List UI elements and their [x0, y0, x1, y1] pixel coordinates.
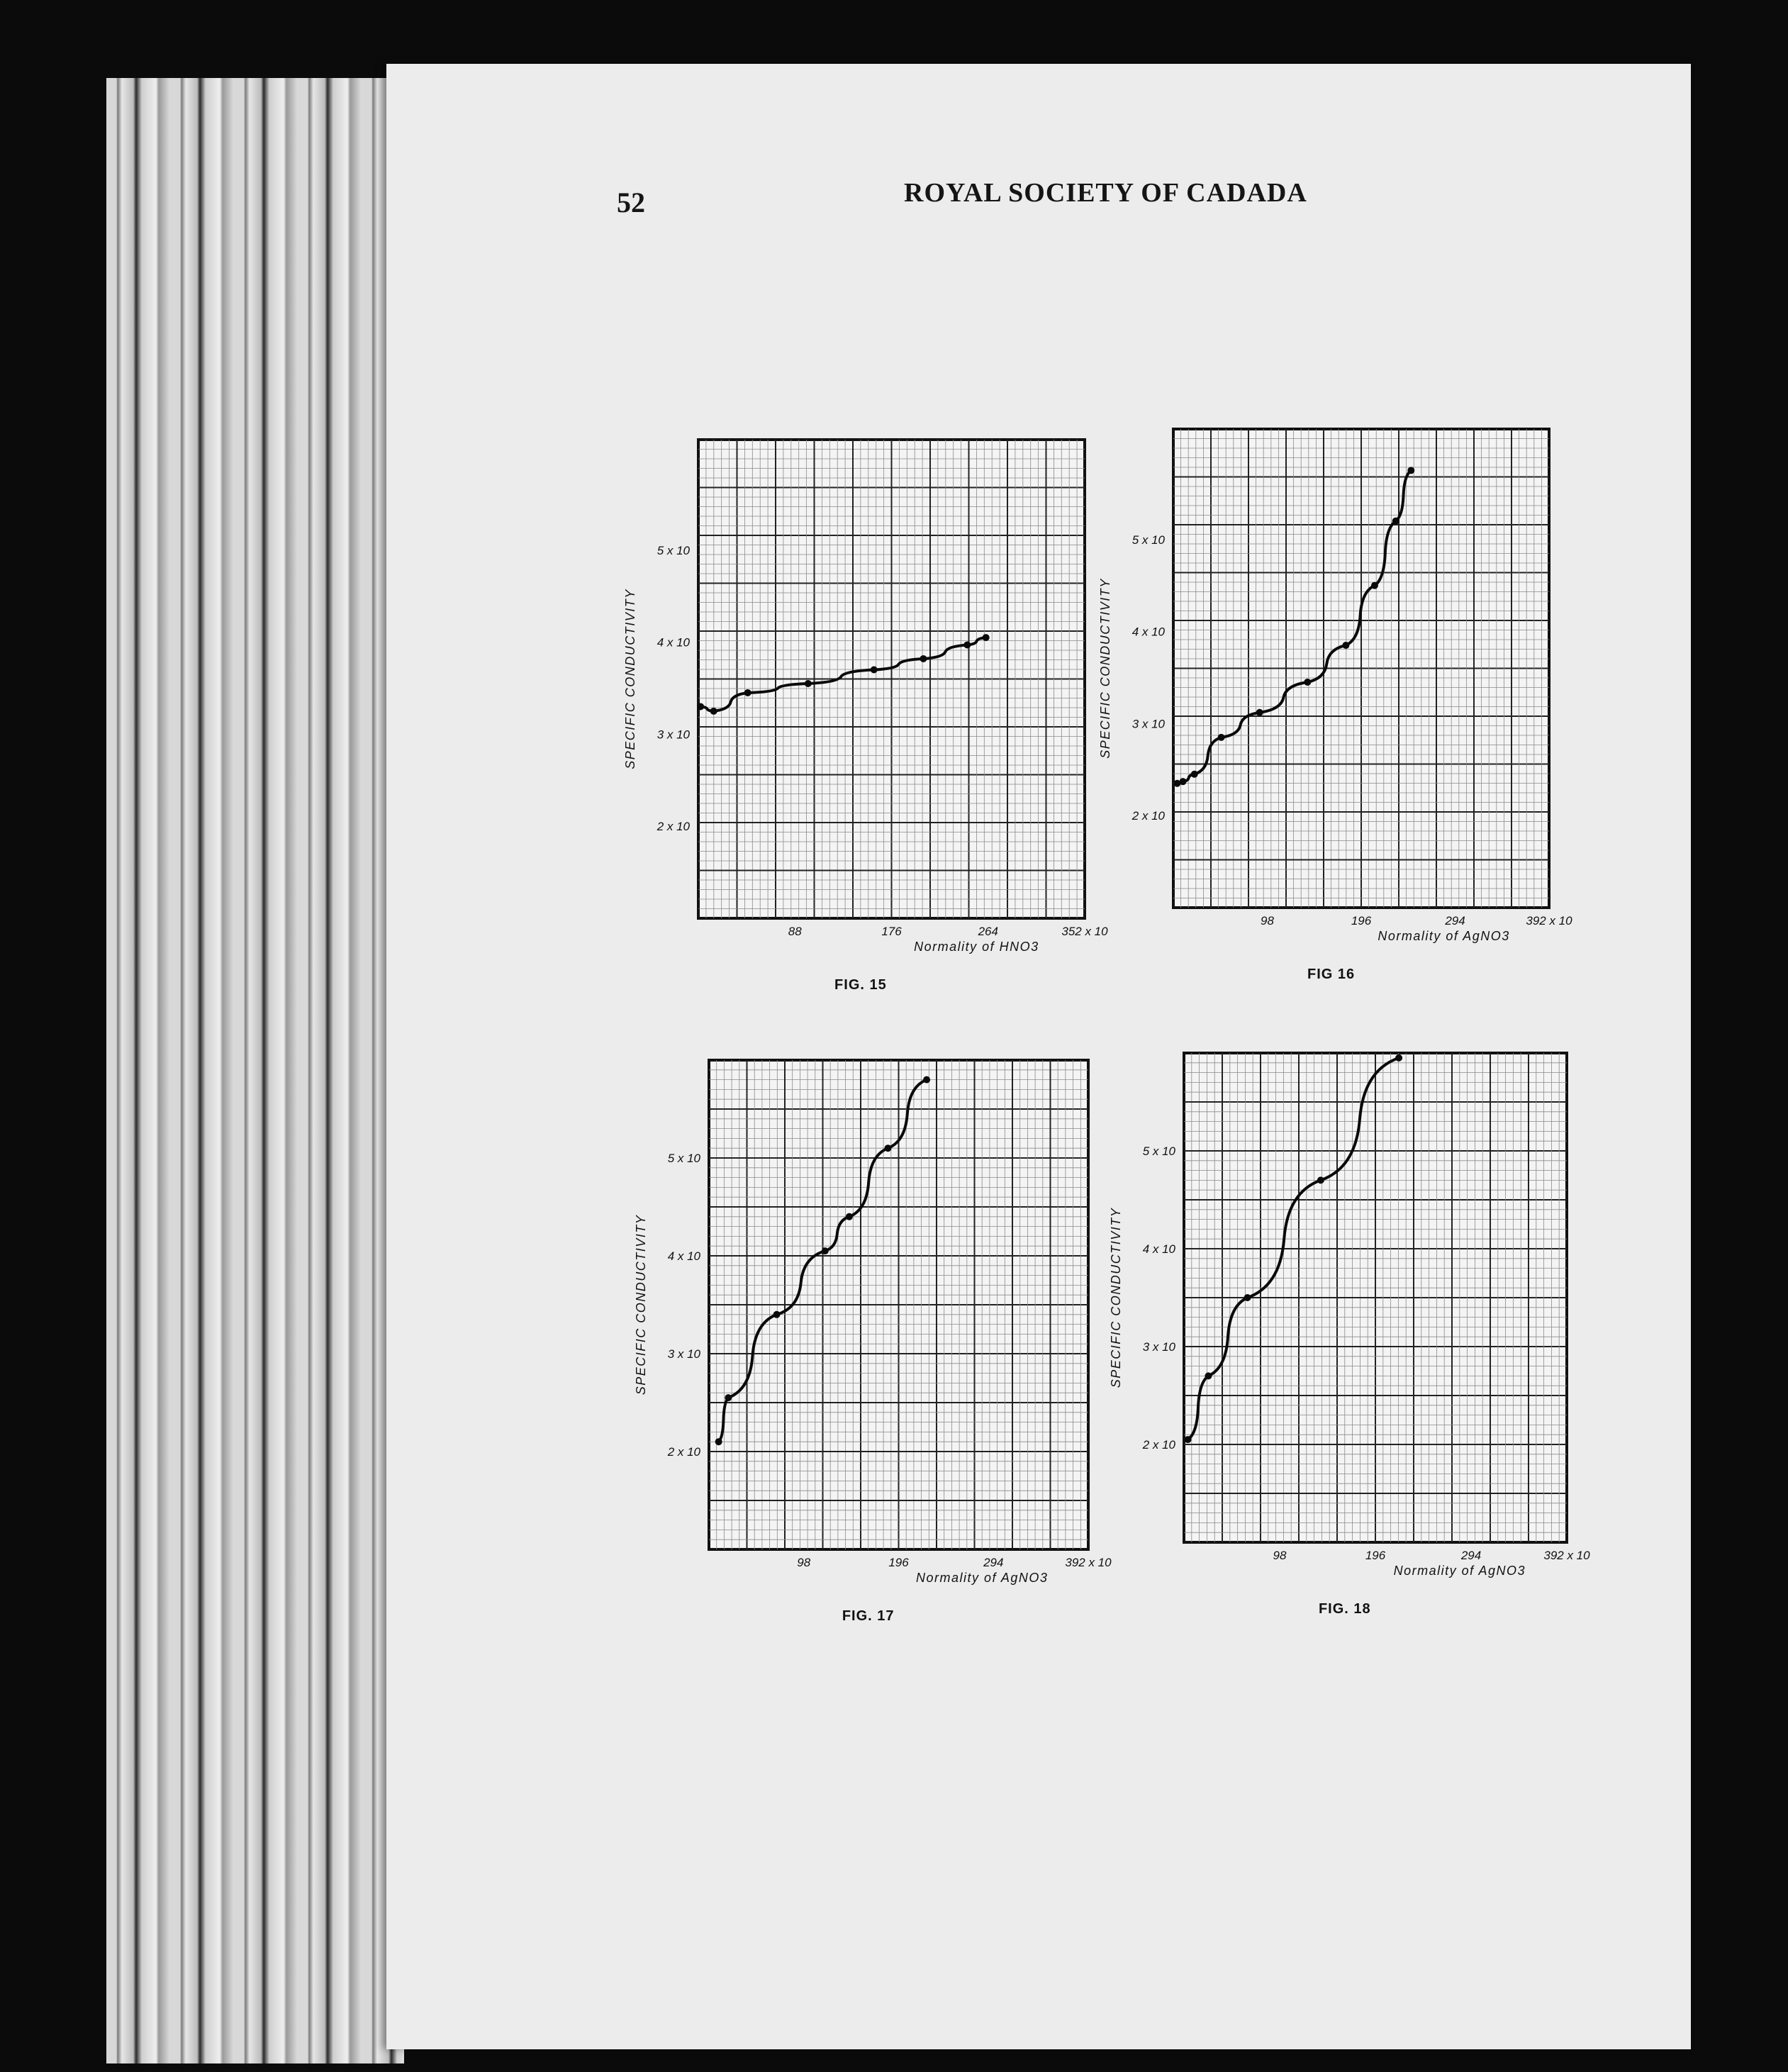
figure-caption: FIG. 18: [1318, 1601, 1371, 1617]
y-tick-label: 3 x 10: [667, 1347, 700, 1361]
y-axis-title: SPECIFIC CONDUCTIVITY: [623, 589, 637, 769]
page-number: 52: [617, 186, 645, 218]
y-tick-label: 2 x 10: [667, 1445, 700, 1459]
x-tick-label: 392 x 10: [1526, 914, 1572, 928]
running-head: ROYAL SOCIETY OF CADADA: [904, 178, 1307, 208]
x-tick-label: 196: [1365, 1549, 1386, 1562]
data-point: [1185, 1436, 1192, 1443]
y-tick-label: 3 x 10: [656, 728, 690, 742]
x-tick-label: 196: [888, 1556, 909, 1569]
x-tick-label: 392 x 10: [1065, 1556, 1112, 1569]
y-tick-label: 5 x 10: [667, 1152, 700, 1165]
x-tick-label: 196: [1351, 914, 1372, 928]
y-axis-title: SPECIFIC CONDUCTIVITY: [1098, 578, 1112, 759]
data-point: [1395, 1054, 1402, 1062]
y-tick-label: 4 x 10: [667, 1249, 700, 1263]
x-tick-label: 352 x 10: [1061, 925, 1108, 938]
y-axis-title: SPECIFIC CONDUCTIVITY: [1109, 1207, 1123, 1388]
y-tick-label: 4 x 10: [1142, 1242, 1175, 1256]
y-tick-label: 3 x 10: [1142, 1340, 1175, 1354]
figure-caption: FIG. 17: [842, 1608, 895, 1624]
y-tick-label: 4 x 10: [1132, 625, 1165, 639]
y-tick-label: 5 x 10: [1132, 533, 1165, 547]
y-tick-label: 2 x 10: [656, 820, 690, 834]
data-point: [1317, 1176, 1324, 1183]
figure-caption: FIG. 15: [834, 977, 887, 993]
x-axis-title: Normality of AgNO3: [1378, 929, 1510, 943]
x-tick-label: 176: [881, 925, 902, 938]
y-tick-label: 4 x 10: [656, 635, 690, 650]
data-point: [1244, 1294, 1251, 1301]
y-tick-label: 5 x 10: [656, 543, 690, 557]
x-axis-title: Normality of HNO3: [914, 940, 1039, 954]
x-tick-label: 98: [1261, 914, 1274, 928]
y-tick-label: 5 x 10: [1142, 1144, 1175, 1158]
data-point: [1205, 1372, 1212, 1379]
y-tick-label: 2 x 10: [1142, 1438, 1175, 1452]
y-tick-label: 2 x 10: [1132, 809, 1165, 823]
x-tick-label: 294: [1460, 1549, 1482, 1562]
x-axis-title: Normality of AgNO3: [916, 1571, 1049, 1585]
y-axis-title: SPECIFIC CONDUCTIVITY: [634, 1214, 648, 1396]
x-tick-label: 294: [983, 1556, 1004, 1569]
y-tick-label: 3 x 10: [1132, 717, 1165, 731]
x-axis-title: Normality of AgNO3: [1393, 1564, 1526, 1578]
x-tick-label: 392 x 10: [1543, 1549, 1590, 1562]
figure-caption: FIG 16: [1307, 967, 1356, 982]
x-tick-label: 264: [978, 925, 998, 938]
x-tick-label: 98: [797, 1556, 811, 1569]
x-tick-label: 98: [1273, 1549, 1287, 1562]
x-tick-label: 88: [788, 925, 802, 938]
x-tick-label: 294: [1445, 914, 1465, 928]
